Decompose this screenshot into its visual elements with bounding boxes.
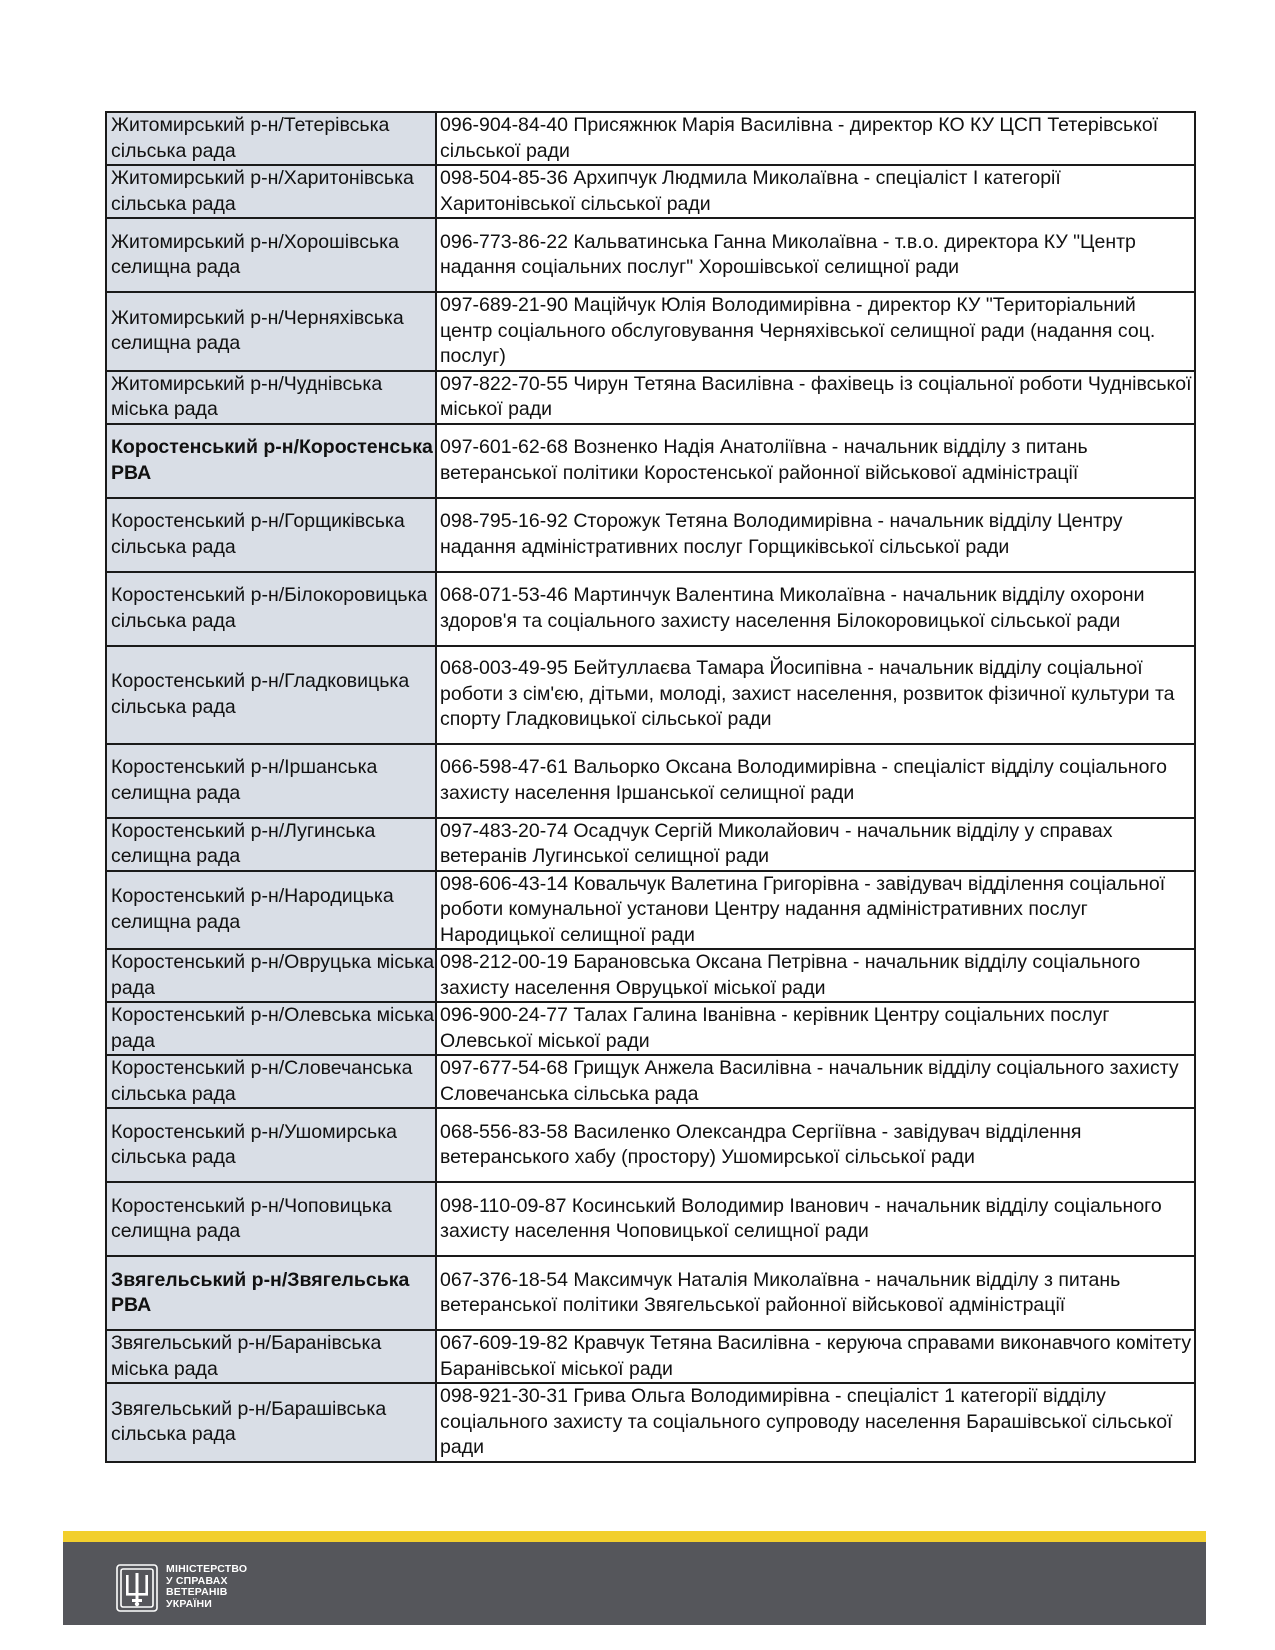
table-row: [106, 498, 1195, 572]
district-cell: Звягельський р-н/Баранівська міська рада: [106, 1330, 436, 1383]
table-row: [106, 646, 1195, 744]
footer-band: [63, 1531, 1206, 1625]
table-body: [106, 112, 1195, 1462]
table-row: [106, 292, 1195, 371]
district-cell: Коростенський р-н/Олевська міська рада: [106, 1002, 436, 1055]
table-row: [106, 218, 1195, 292]
table-row: [106, 371, 1195, 424]
district-cell: Коростенський р-н/Білокоровицька сільська рада: [106, 572, 436, 646]
contacts-table: [105, 111, 1196, 1463]
table-row: [106, 744, 1195, 818]
table-row: [106, 1182, 1195, 1256]
contact-cell: 097-601-62-68 Возненко Надія Анатоліївна - начальник відділу з питань ветеранської політики Коростенської районної військової адміністрації: [436, 424, 1195, 498]
district-cell: Коростенський р-н/Ушомирська сільська рада: [106, 1108, 436, 1182]
district-cell: Коростенський р-н/Словечанська сільська рада: [106, 1055, 436, 1108]
district-cell: Житомирський р-н/Черняхівська селищна рада: [106, 292, 436, 371]
district-cell: Коростенський р-н/Горщиківська сільська рада: [106, 498, 436, 572]
footer-yellow-stripe: [63, 1531, 1206, 1542]
table-row: [106, 1330, 1195, 1383]
district-cell: Коростенський р-н/Лугинська селищна рада: [106, 818, 436, 871]
table-row: [106, 871, 1195, 950]
district-cell: Житомирський р-н/Тетерівська сільська рада: [106, 112, 436, 165]
contact-cell: 098-795-16-92 Сторожук Тетяна Володимирівна - начальник відділу Центру надання адміністративних послуг Горщиківської сільської ради: [436, 498, 1195, 572]
trident-emblem-icon: [115, 1563, 159, 1613]
contact-cell: 068-003-49-95 Бейтуллаєва Тамара Йосипівна - начальник відділу соціальної роботи з сім'єю, дітьми, молоді, захист населення, розвиток фізичної культури та спорту Гладковицької сільської ради: [436, 646, 1195, 744]
contact-cell: 098-504-85-36 Архипчук Людмила Миколаївна - спеціаліст І категорії Харитонівської сільської ради: [436, 165, 1195, 218]
ministry-logo: [115, 1561, 325, 1617]
contact-cell: 067-609-19-82 Кравчук Тетяна Василівна - керуюча справами виконавчого комітету Баранівської міської ради: [436, 1330, 1195, 1383]
ministry-name-line: МІНІСТЕРСТВО: [166, 1563, 248, 1575]
district-cell: Звягельський р-н/Барашівська сільська рада: [106, 1383, 436, 1462]
contact-cell: 098-110-09-87 Косинський Володимир Іванович - начальник відділу соціального захисту населення Чоповицької селищної ради: [436, 1182, 1195, 1256]
district-cell: Коростенський р-н/Чоповицька селищна рада: [106, 1182, 436, 1256]
district-cell: Коростенський р-н/Гладковицька сільська рада: [106, 646, 436, 744]
contact-cell: 096-900-24-77 Талах Галина Іванівна - керівник Центру соціальних послуг Олевської міської ради: [436, 1002, 1195, 1055]
contact-cell: 097-822-70-55 Чирун Тетяна Василівна - фахівець із соціальної роботи Чуднівської міської ради: [436, 371, 1195, 424]
district-cell: Житомирський р-н/Чуднівська міська рада: [106, 371, 436, 424]
table-row: [106, 1055, 1195, 1108]
district-cell: Коростенський р-н/Народицька селищна рада: [106, 871, 436, 950]
contact-cell: 098-921-30-31 Грива Ольга Володимирівна - спеціаліст 1 категорії відділу соціального захисту та соціального супроводу населення Барашівської сільської ради: [436, 1383, 1195, 1462]
contact-cell: 066-598-47-61 Вальорко Оксана Володимирівна - спеціаліст відділу соціального захисту населення Іршанської селищної ради: [436, 744, 1195, 818]
contact-cell: 098-212-00-19 Барановська Оксана Петрівна - начальник відділу соціального захисту населення Овруцької міської ради: [436, 949, 1195, 1002]
contact-cell: 097-689-21-90 Маційчук Юлія Володимирівна - директор КУ "Територіальний центр соціального обслуговування Черняхівської селищної ради (надання соц. послуг): [436, 292, 1195, 371]
table-row: [106, 1108, 1195, 1182]
contact-cell: 097-677-54-68 Грищук Анжела Василівна - начальник відділу соціального захисту Словечанська сільська рада: [436, 1055, 1195, 1108]
district-cell: Коростенський р-н/Коростенська РВА: [106, 424, 436, 498]
table-row: [106, 1256, 1195, 1330]
district-cell: Коростенський р-н/Іршанська селищна рада: [106, 744, 436, 818]
table-row: [106, 424, 1195, 498]
contact-cell: 098-606-43-14 Ковальчук Валетина Григорівна - завідувач відділення соціальної роботи комунальної установи Центру надання адміністративних послуг Народицької селищної ради: [436, 871, 1195, 950]
district-cell: Житомирський р-н/Харитонівська сільська рада: [106, 165, 436, 218]
table-row: [106, 165, 1195, 218]
ministry-name-line: У СПРАВАХ: [166, 1574, 228, 1587]
contact-cell: 096-773-86-22 Кальватинська Ганна Миколаївна - т.в.о. директора КУ "Центр надання соціальних послуг" Хорошівської селищної ради: [436, 218, 1195, 292]
table-row: [106, 112, 1195, 165]
table-row: [106, 949, 1195, 1002]
ministry-name-line: УКРАЇНИ: [166, 1597, 213, 1610]
contact-cell: 097-483-20-74 Осадчук Сергій Миколайович - начальник відділу у справах ветеранів Лугинської селищної ради: [436, 818, 1195, 871]
contact-cell: 068-071-53-46 Мартинчук Валентина Миколаївна - начальник відділу охорони здоров'я та соціального захисту населення Білокоровицької сільської ради: [436, 572, 1195, 646]
table-row: [106, 572, 1195, 646]
contact-cell: 096-904-84-40 Присяжнюк Марія Василівна - директор КО КУ ЦСП Тетерівської сільської ради: [436, 112, 1195, 165]
contact-cell: 067-376-18-54 Максимчук Наталія Миколаївна - начальник відділу з питань ветеранської політики Звягельської районної військової адміністрації: [436, 1256, 1195, 1330]
table-row: [106, 818, 1195, 871]
district-cell: Житомирський р-н/Хорошівська селищна рада: [106, 218, 436, 292]
ministry-name-line: ВЕТЕРАНІВ: [166, 1586, 228, 1598]
contact-cell: 068-556-83-58 Василенко Олександра Сергіївна - завідувач відділення ветеранського хабу (простору) Ушомирської сільської ради: [436, 1108, 1195, 1182]
ministry-name: [166, 1564, 247, 1610]
district-cell: Звягельський р-н/Звягельська РВА: [106, 1256, 436, 1330]
district-cell: Коростенський р-н/Овруцька міська рада: [106, 949, 436, 1002]
table-row: [106, 1002, 1195, 1055]
table-row: [106, 1383, 1195, 1462]
